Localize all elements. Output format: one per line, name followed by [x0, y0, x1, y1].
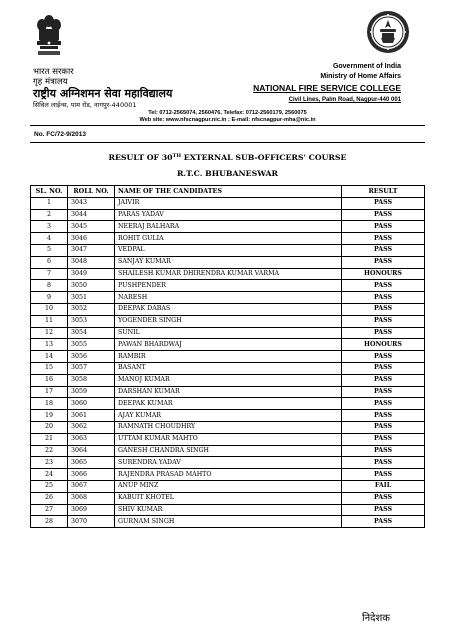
college-name: NATIONAL FIRE SERVICE COLLEGE [253, 83, 401, 93]
result-cell: PASS [342, 433, 425, 445]
candidate-name-cell: DARSHAN KUMAR [115, 386, 342, 398]
result-cell: PASS [342, 327, 425, 339]
sl-no-cell: 7 [31, 268, 68, 280]
roll-no-cell: 3063 [68, 433, 115, 445]
candidate-name-cell: PARAS YADAV [115, 209, 342, 221]
sl-no-cell: 10 [31, 303, 68, 315]
candidate-name-cell: YOGENDER SINGH [115, 315, 342, 327]
table-row [31, 445, 425, 457]
candidate-name-cell: SURENDRA YADAV [115, 457, 342, 469]
header-sl-no: SL. NO. [31, 186, 68, 198]
sl-no-cell: 12 [31, 327, 68, 339]
result-cell: PASS [342, 374, 425, 386]
table-row [31, 327, 425, 339]
roll-no-cell: 3051 [68, 292, 115, 304]
roll-no-cell: 3062 [68, 421, 115, 433]
sl-no-cell: 18 [31, 398, 68, 410]
candidate-name-cell: RAMBIR [115, 351, 342, 363]
result-title-post: EXTERNAL SUB-OFFICERS' COURSE [181, 153, 347, 162]
sl-no-cell: 8 [31, 280, 68, 292]
candidate-name-cell: SUNIL [115, 327, 342, 339]
roll-no-cell: 3058 [68, 374, 115, 386]
header-divider [30, 125, 425, 126]
roll-no-cell: 3045 [68, 221, 115, 233]
sl-no-cell: 21 [31, 433, 68, 445]
table-row [31, 469, 425, 481]
candidate-name-cell: ANUP MINZ [115, 480, 342, 492]
roll-no-cell: 3054 [68, 327, 115, 339]
candidate-name-cell: AJAY KUMAR [115, 410, 342, 422]
candidate-name-cell: VEDPAL [115, 244, 342, 256]
sl-no-cell: 16 [31, 374, 68, 386]
sl-no-cell: 9 [31, 292, 68, 304]
table-row [31, 268, 425, 280]
roll-no-cell: 3060 [68, 398, 115, 410]
candidate-name-cell: GANESH CHANDRA SINGH [115, 445, 342, 457]
reference-divider [30, 142, 425, 143]
table-row [31, 398, 425, 410]
candidate-name-cell: NEERAJ BALHARA [115, 221, 342, 233]
table-row [31, 516, 425, 528]
result-cell: PASS [342, 280, 425, 292]
table-row [31, 492, 425, 504]
sl-no-cell: 20 [31, 421, 68, 433]
roll-no-cell: 3053 [68, 315, 115, 327]
table-row [31, 339, 425, 351]
sl-no-cell: 17 [31, 386, 68, 398]
roll-no-cell: 3070 [68, 516, 115, 528]
candidate-name-cell: UTTAM KUMAR MAHTO [115, 433, 342, 445]
result-cell: PASS [342, 221, 425, 233]
candidate-name-cell: ROHIT GULIA [115, 233, 342, 245]
table-row [31, 433, 425, 445]
table-row [31, 410, 425, 422]
result-cell: PASS [342, 303, 425, 315]
center-name: R.T.C. BHUBANESWAR [176, 169, 279, 178]
result-title-sup: TH [172, 153, 182, 159]
roll-no-cell: 3047 [68, 244, 115, 256]
table-row [31, 280, 425, 292]
sl-no-cell: 22 [31, 445, 68, 457]
hindi-college-name: राष्ट्रीय अग्निशमन सेवा महाविद्यालय [33, 87, 173, 100]
candidate-name-cell: PUSHPENDER [115, 280, 342, 292]
results-table [30, 185, 425, 528]
table-row [31, 256, 425, 268]
result-cell: PASS [342, 244, 425, 256]
roll-no-cell: 3056 [68, 351, 115, 363]
sl-no-cell: 15 [31, 362, 68, 374]
table-header-row [31, 186, 425, 198]
roll-no-cell: 3059 [68, 386, 115, 398]
table-row [31, 221, 425, 233]
candidate-name-cell: NARESH [115, 292, 342, 304]
sl-no-cell: 4 [31, 233, 68, 245]
sl-no-cell: 19 [31, 410, 68, 422]
sl-no-cell: 3 [31, 221, 68, 233]
contact-web-line: Web site: www.nfscnagpur.nic.in ; E-mail: nfscnagpur-mha@nic.in [139, 117, 316, 123]
table-row [31, 233, 425, 245]
candidate-name-cell: RAMNATH CHOUDHRY [115, 421, 342, 433]
result-cell: PASS [342, 292, 425, 304]
result-cell: PASS [342, 233, 425, 245]
candidate-name-cell: MANOJ KUMAR [115, 374, 342, 386]
candidate-name-cell: DEEPAK KUMAR [115, 398, 342, 410]
result-cell: PASS [342, 256, 425, 268]
result-cell: PASS [342, 516, 425, 528]
result-cell: PASS [342, 492, 425, 504]
contact-phone-line: Tel: 0712-2565074, 2560476, Telefax: 0712-2560179, 2560075 [148, 110, 307, 116]
sl-no-cell: 23 [31, 457, 68, 469]
result-cell: PASS [342, 197, 425, 209]
roll-no-cell: 3046 [68, 233, 115, 245]
hindi-ministry-label: गृह मंत्रालय [33, 77, 68, 87]
result-cell: PASS [342, 469, 425, 481]
director-signature-label: निदेशक [362, 613, 390, 624]
table-row [31, 504, 425, 516]
candidate-name-cell: SANJAY KUMAR [115, 256, 342, 268]
government-label: Government of India [332, 63, 401, 70]
header-result: RESULT [342, 186, 425, 198]
result-cell: PASS [342, 386, 425, 398]
roll-no-cell: 3049 [68, 268, 115, 280]
candidate-name-cell: PAWAN BHARDWAJ [115, 339, 342, 351]
reference-number: No. FC/72-9/2013 [34, 131, 87, 138]
result-cell: PASS [342, 504, 425, 516]
roll-no-cell: 3061 [68, 410, 115, 422]
candidate-name-cell: SHIV KUMAR [115, 504, 342, 516]
table-row [31, 362, 425, 374]
result-cell: PASS [342, 315, 425, 327]
sl-no-cell: 11 [31, 315, 68, 327]
result-cell: PASS [342, 209, 425, 221]
hindi-government-label: भारत सरकार [33, 67, 74, 77]
sl-no-cell: 13 [31, 339, 68, 351]
roll-no-cell: 3064 [68, 445, 115, 457]
candidate-name-cell: KABUIT KHOTEL [115, 492, 342, 504]
table-row [31, 209, 425, 221]
sl-no-cell: 25 [31, 480, 68, 492]
table-row [31, 244, 425, 256]
result-cell: PASS [342, 445, 425, 457]
roll-no-cell: 3068 [68, 492, 115, 504]
sl-no-cell: 28 [31, 516, 68, 528]
national-emblem-icon [33, 12, 65, 58]
sl-no-cell: 14 [31, 351, 68, 363]
table-row [31, 480, 425, 492]
fire-service-seal-icon [366, 10, 410, 54]
sl-no-cell: 5 [31, 244, 68, 256]
candidate-name-cell: RAJENDRA PRASAD MAHTO [115, 469, 342, 481]
hindi-address: सिविल लाईन्स, पाम रोड, नागपुर-440001 [33, 101, 137, 109]
result-title-pre: RESULT OF 30 [108, 153, 173, 162]
sl-no-cell: 6 [31, 256, 68, 268]
table-row [31, 351, 425, 363]
sl-no-cell: 24 [31, 469, 68, 481]
result-cell: PASS [342, 410, 425, 422]
table-row [31, 386, 425, 398]
sl-no-cell: 2 [31, 209, 68, 221]
candidate-name-cell: JAIVIR [115, 197, 342, 209]
sl-no-cell: 26 [31, 492, 68, 504]
roll-no-cell: 3044 [68, 209, 115, 221]
ministry-label: Ministry of Home Affairs [320, 73, 401, 80]
roll-no-cell: 3052 [68, 303, 115, 315]
result-cell: HONOURS [342, 339, 425, 351]
table-row [31, 292, 425, 304]
result-title [30, 153, 425, 162]
candidate-name-cell: GURNAM SINGH [115, 516, 342, 528]
college-address: Civil Lines, Palm Road, Nagpur-440 001 [288, 97, 401, 103]
roll-no-cell: 3055 [68, 339, 115, 351]
table-row [31, 421, 425, 433]
result-cell: PASS [342, 398, 425, 410]
result-cell: PASS [342, 362, 425, 374]
table-row [31, 303, 425, 315]
table-row [31, 457, 425, 469]
roll-no-cell: 3069 [68, 504, 115, 516]
sl-no-cell: 1 [31, 197, 68, 209]
header-roll-no: ROLL NO. [68, 186, 115, 198]
roll-no-cell: 3048 [68, 256, 115, 268]
roll-no-cell: 3043 [68, 197, 115, 209]
roll-no-cell: 3066 [68, 469, 115, 481]
table-row [31, 374, 425, 386]
roll-no-cell: 3065 [68, 457, 115, 469]
roll-no-cell: 3057 [68, 362, 115, 374]
candidate-name-cell: BASANT [115, 362, 342, 374]
result-cell: HONOURS [342, 268, 425, 280]
result-cell: PASS [342, 351, 425, 363]
result-cell: PASS [342, 421, 425, 433]
result-cell: PASS [342, 457, 425, 469]
sl-no-cell: 27 [31, 504, 68, 516]
table-row [31, 315, 425, 327]
table-row [31, 197, 425, 209]
header-candidate-name: NAME OF THE CANDIDATES [115, 186, 342, 198]
candidate-name-cell: DEEPAK DABAS [115, 303, 342, 315]
candidate-name-cell: SHAILESH KUMAR DHIRENDRA KUMAR VARMA [115, 268, 342, 280]
roll-no-cell: 3067 [68, 480, 115, 492]
roll-no-cell: 3050 [68, 280, 115, 292]
result-cell: FAIL [342, 480, 425, 492]
